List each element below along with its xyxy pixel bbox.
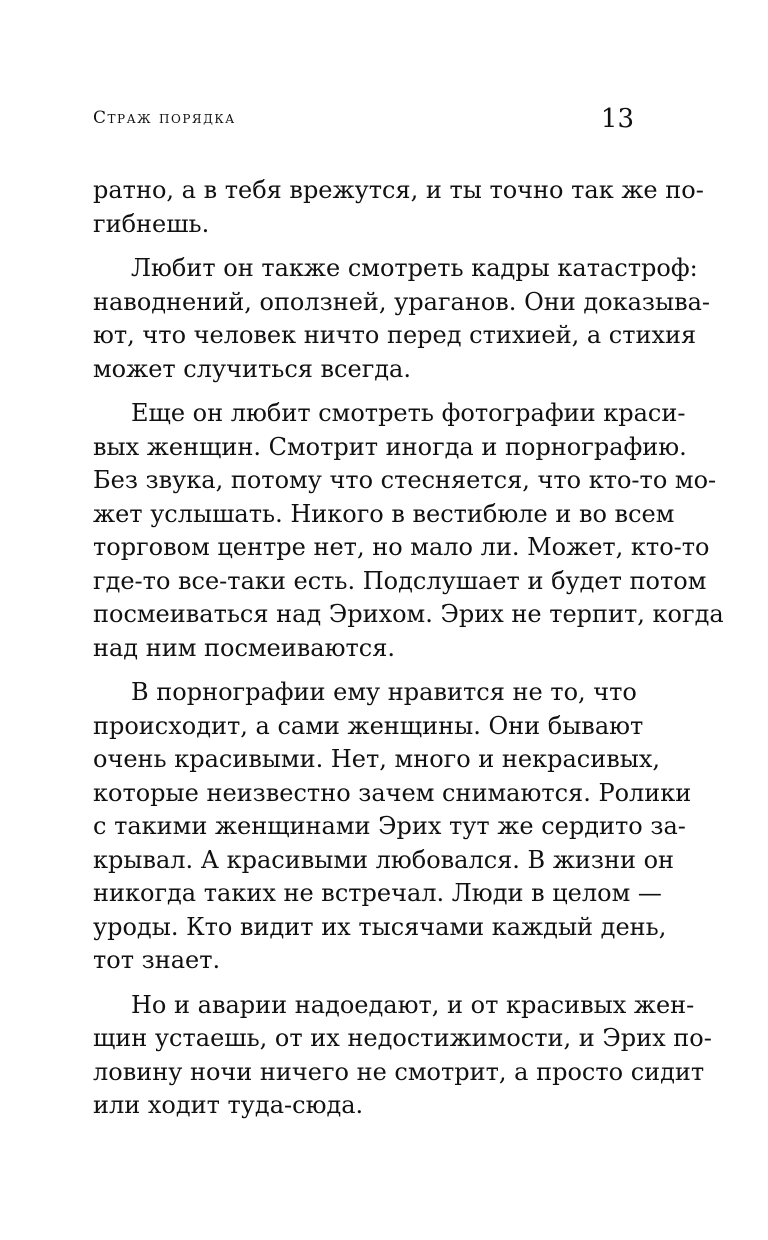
text-line: щин устаешь, от их недостижимости, и Эрих по- (93, 1024, 712, 1052)
text-line: где-то все-таки есть. Подслушает и будет потом (93, 566, 707, 595)
text-line: с такими женщинами Эрих тут же сердито за- (93, 812, 686, 840)
paragraph (93, 252, 711, 386)
paragraph (93, 989, 712, 1123)
text-line: происходит, а сами женщины. Они бывают (93, 711, 644, 740)
text-line: над ним посмеиваются. (93, 633, 395, 662)
text-line: Любит он также смотреть кадры катастроф: (131, 254, 698, 282)
text-line: Без звука, потому что стесняется, что кто-то мо- (93, 466, 717, 494)
paragraph (93, 676, 692, 978)
page-number: 13 (600, 104, 634, 134)
text-line: ют, что человек ничто перед стихией, а стихия (93, 321, 697, 349)
text-line: В порнографии ему нравится не то, что (131, 678, 637, 706)
text-line: никогда таких не встречал. Люди в целом — (93, 879, 662, 907)
text-line: наводнений, оползней, ураганов. Они доказыва- (93, 287, 711, 316)
text-line: гибнешь. (93, 209, 210, 238)
text-line: очень красивыми. Нет, много и некрасивых, (93, 745, 660, 773)
text-line: Но и аварии надоедают, и от красивых жен- (131, 990, 695, 1019)
text-line: вых женщин. Смотрит иногда и порнографию. (93, 432, 687, 461)
body-text (93, 174, 724, 1123)
text-line: или ходит туда-сюда. (93, 1091, 364, 1119)
text-line: тот знает. (93, 946, 221, 974)
text-line: ловину ночи ничего не смотрит, а просто сидит (93, 1057, 705, 1086)
text-line: ратно, а в тебя врежутся, и ты точно так же по- (93, 176, 704, 204)
paragraph (93, 174, 704, 241)
text-line: крывал. А красивыми любовался. В жизни он (93, 845, 675, 874)
text-line: посмеиваться над Эрихом. Эрих не терпит, когда (93, 600, 724, 628)
text-line: которые неизвестно зачем снимаются. Ролики (93, 778, 692, 807)
text-line: Еще он любит смотреть фотографии краси- (131, 399, 686, 427)
text-line: жет услышать. Никого в вестибюле и во всем (93, 499, 675, 528)
text-line: уроды. Кто видит их тысячами каждый день, (93, 912, 667, 941)
text-line: может случиться всегда. (93, 354, 411, 383)
running-head: Страж порядка (93, 108, 236, 128)
text-line: торговом центре нет, но мало ли. Может, кто-то (93, 533, 710, 561)
paragraph (93, 397, 724, 665)
